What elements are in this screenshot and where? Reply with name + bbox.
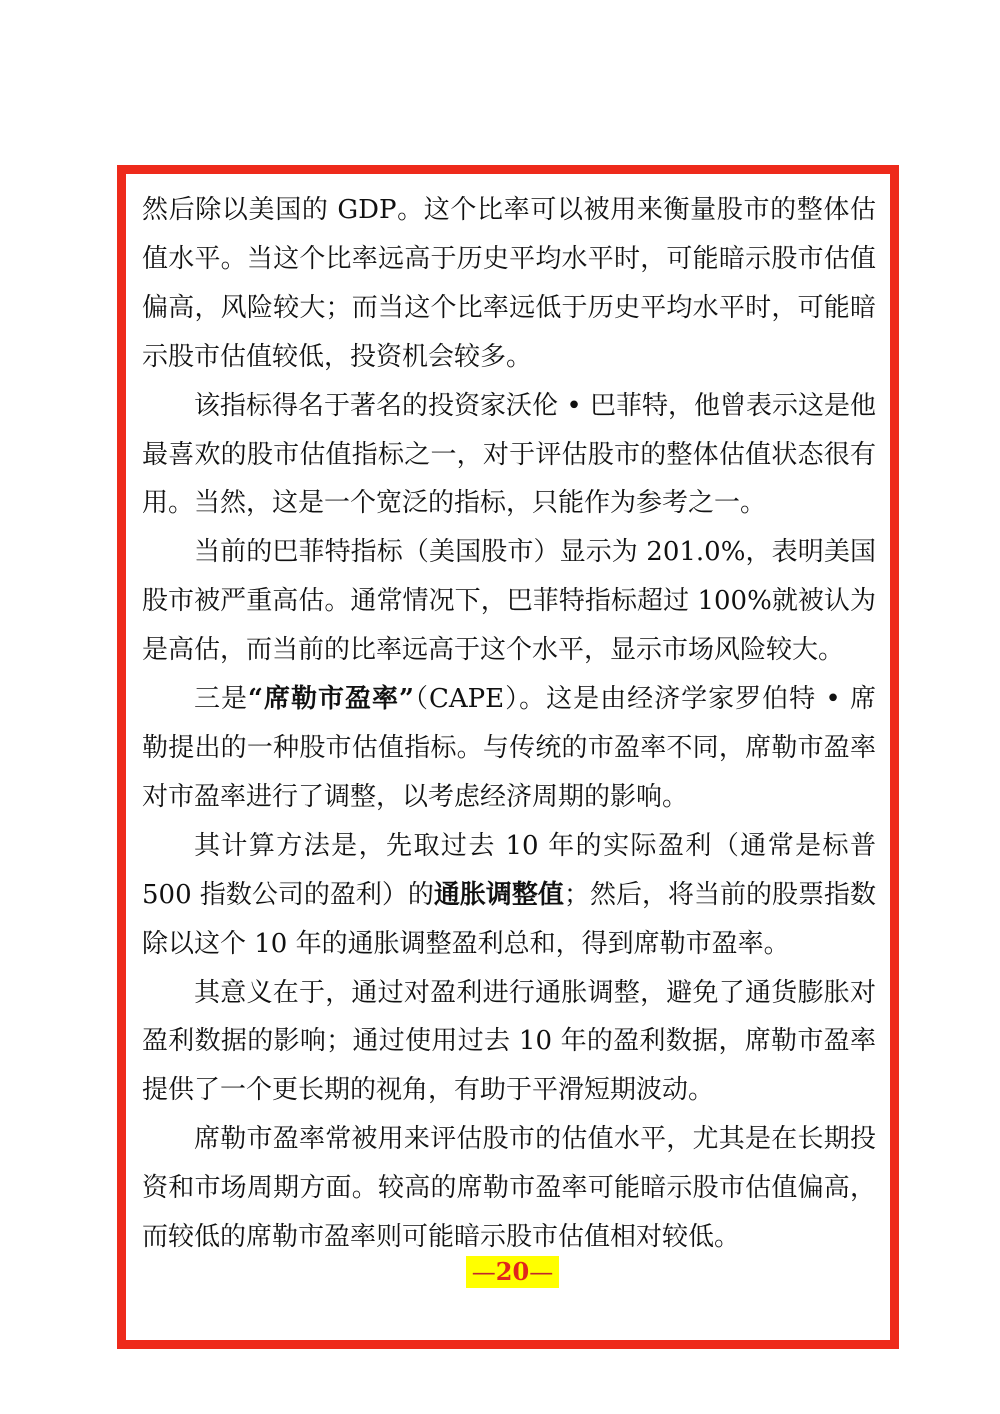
paragraph-continued xyxy=(142,186,876,382)
paragraph-cape-usage xyxy=(142,1115,876,1262)
bold-term-cape: “席勒市盈率” xyxy=(248,684,414,715)
paragraph-text: 三是 xyxy=(194,684,249,715)
page-body xyxy=(142,186,876,1262)
page-number-dash-left: — xyxy=(471,1258,496,1286)
paragraph-text: ；然后，将当前的股票指数除以这个 10 年的通胀调整盈利总和，得到席勒市盈率。 xyxy=(142,879,876,959)
paragraph-cape-meaning xyxy=(142,969,876,1116)
paragraph-text: 该指标得名于著名的投资家沃伦 • 巴菲特，他曾表示这是他最喜欢的股市估值指标之一，对于评估股市的整体估值状态很有用。当然，这是一个宽泛的指标，只能作为参考之一。 xyxy=(142,390,876,519)
page-number-dash-right: — xyxy=(529,1258,554,1286)
page-frame xyxy=(117,165,899,1349)
paragraph-buffett-indicator-origin xyxy=(142,382,876,529)
paragraph-text: 席勒市盈率常被用来评估股市的估值水平，尤其是在长期投资和市场周期方面。较高的席勒市盈率可能暗示股市估值偏高，而较低的席勒市盈率则可能暗示股市估值相对较低。 xyxy=(142,1124,876,1253)
paragraph-text: 其计算方法是，先取过去 10 年的实际盈利（通常是标普 500 指数公司的盈利）的 xyxy=(142,830,876,910)
paragraph-cape-calculation xyxy=(142,822,876,969)
paragraph-text: 当前的巴菲特指标（美国股市）显示为 201.0%，表明美国股市被严重高估。通常情况下，巴菲特指标超过 100%就被认为是高估，而当前的比率远高于这个水平，显示市场风险较大。 xyxy=(142,537,876,666)
page-number-badge xyxy=(466,1256,559,1288)
page-number: 20 xyxy=(495,1257,530,1286)
paragraph-text: 其意义在于，通过对盈利进行通胀调整，避免了通货膨胀对盈利数据的影响；通过使用过去 10 年的盈利数据，席勒市盈率提供了一个更长期的视角，有助于平滑短期波动。 xyxy=(142,977,876,1106)
paragraph-buffett-indicator-current xyxy=(142,528,876,675)
paragraph-text: （CAPE）。这是由经济学家罗伯特 • 席勒提出的一种股市估值指标。与传统的市盈率不同，席勒市盈率对市盈率进行了调整，以考虑经济周期的影响。 xyxy=(142,684,876,812)
bold-term-inflation-adjusted: 通胀调整值 xyxy=(433,879,564,910)
paragraph-text: 然后除以美国的 GDP。这个比率可以被用来衡量股市的整体估值水平。当这个比率远高于历史平均水平时，可能暗示股市估值偏高，风险较大；而当这个比率远低于历史平均水平时，可能暗示股市估值较低，投资机会较多。 xyxy=(142,195,876,372)
paragraph-cape-intro xyxy=(142,675,876,822)
